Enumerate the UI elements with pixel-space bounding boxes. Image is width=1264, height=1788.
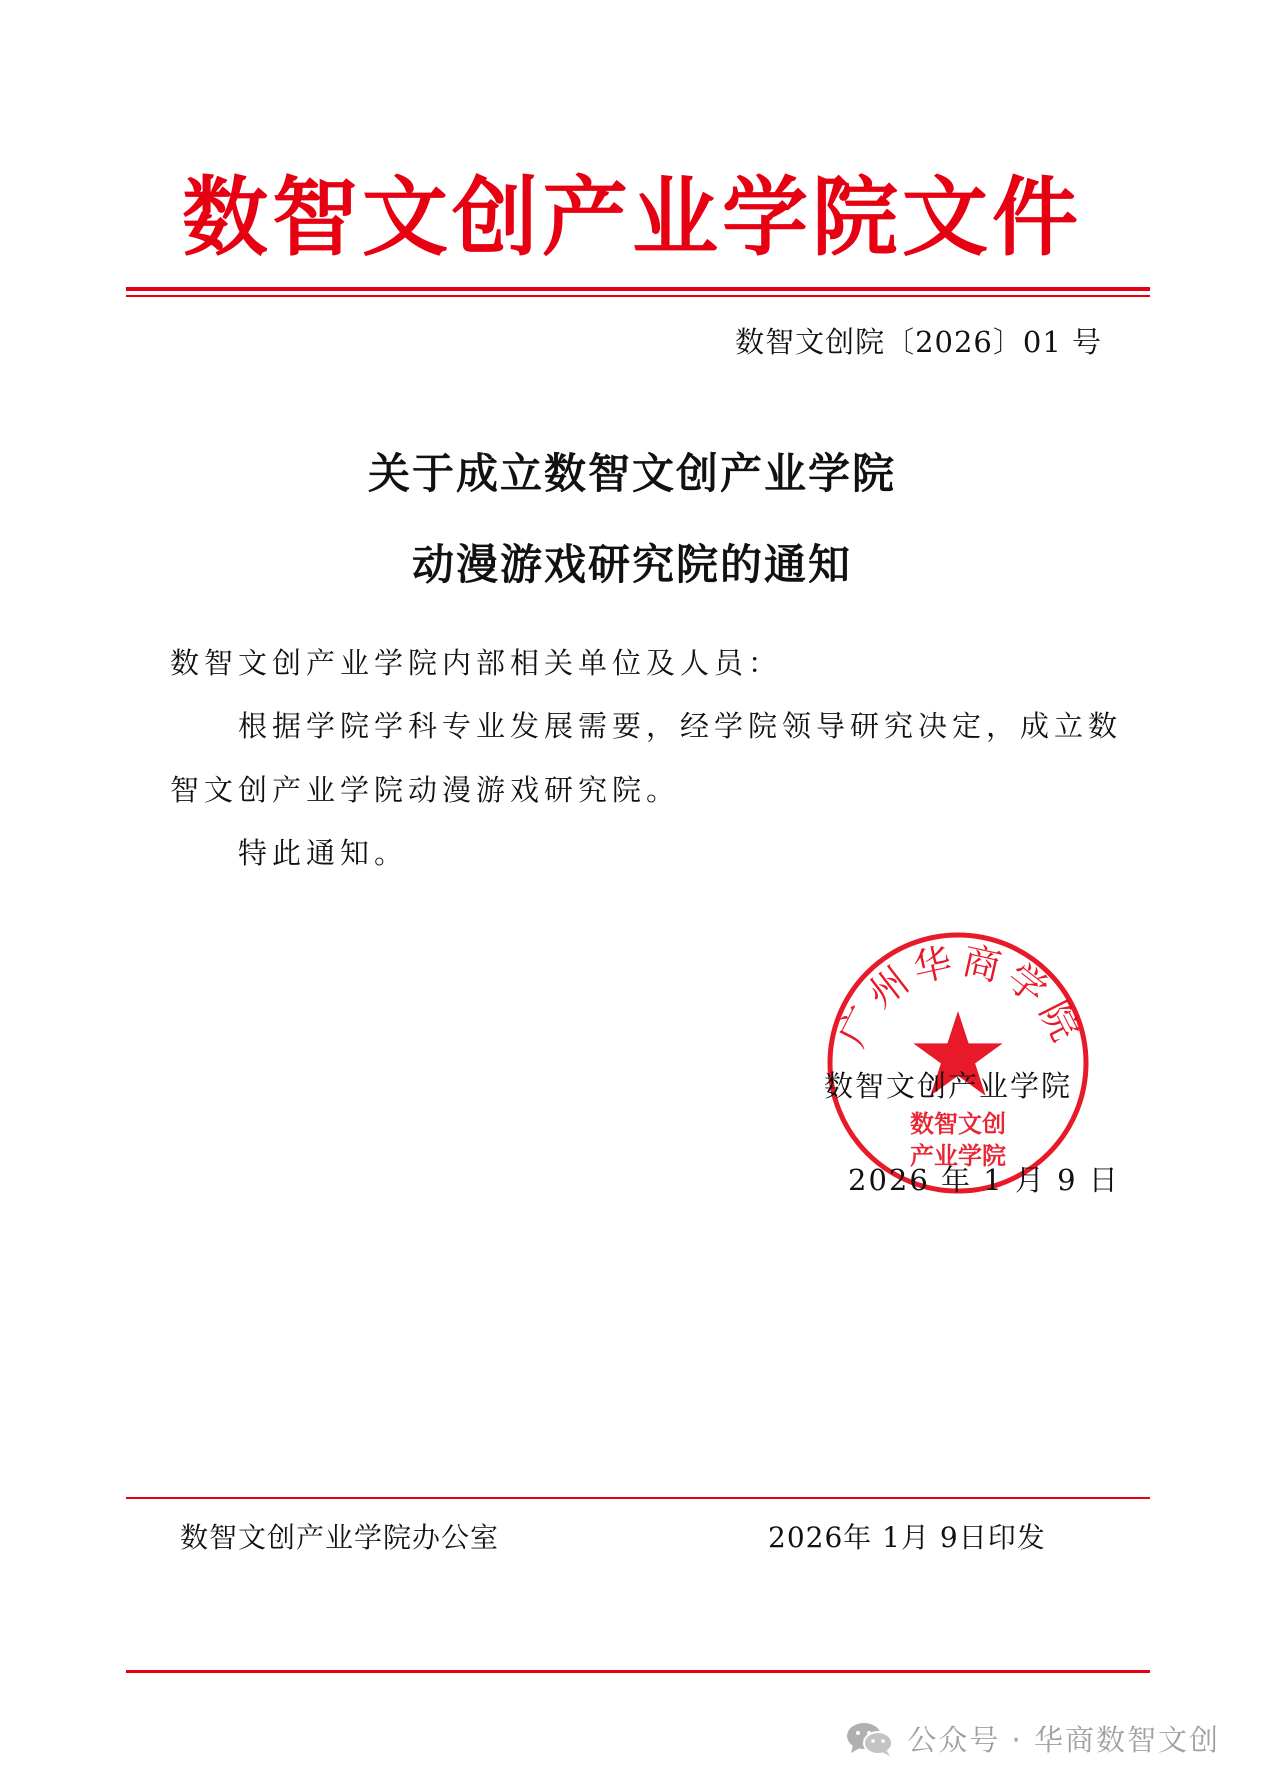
document-header-title: 数智文创产业学院文件 (182, 167, 1082, 268)
seal-inner-line1: 数智文创 (910, 1110, 1006, 1138)
watermark (845, 1718, 1220, 1759)
paragraph-line1: 根据学院学科专业发展需要，经学院领导研究决定，成立数 (238, 709, 1123, 743)
wechat-icon (845, 1721, 895, 1757)
closing-text: 特此通知。 (238, 836, 409, 870)
official-seal (823, 928, 1093, 1198)
signature-date: 2026 年 1 月 9 日 (848, 1163, 1120, 1197)
signature: 数智文创产业学院 (824, 1069, 1073, 1103)
notice-title-line1: 关于成立数智文创产业学院 (367, 449, 896, 498)
header-divider-thin (126, 295, 1150, 297)
document-number: 数智文创院〔2026〕01 号 (735, 325, 1102, 359)
footer-divider-top (126, 1497, 1150, 1499)
paragraph-line2: 智文创产业学院动漫游戏研究院。 (170, 773, 681, 807)
header-divider-thick (126, 287, 1150, 291)
notice-title-line2: 动漫游戏研究院的通知 (411, 540, 852, 589)
watermark-text: 公众号 · 华商数智文创 (907, 1723, 1220, 1757)
print-date: 2026年 1月 9日印发 (768, 1521, 1046, 1554)
footer-divider-bottom (126, 1670, 1150, 1673)
addressee: 数智文创产业学院内部相关单位及人员： (170, 646, 783, 680)
issuing-office: 数智文创产业学院办公室 (180, 1521, 500, 1554)
seal-inner-line2: 产业学院 (910, 1142, 1006, 1170)
seal-outer-text: 广州华商学院 (829, 938, 1091, 1054)
